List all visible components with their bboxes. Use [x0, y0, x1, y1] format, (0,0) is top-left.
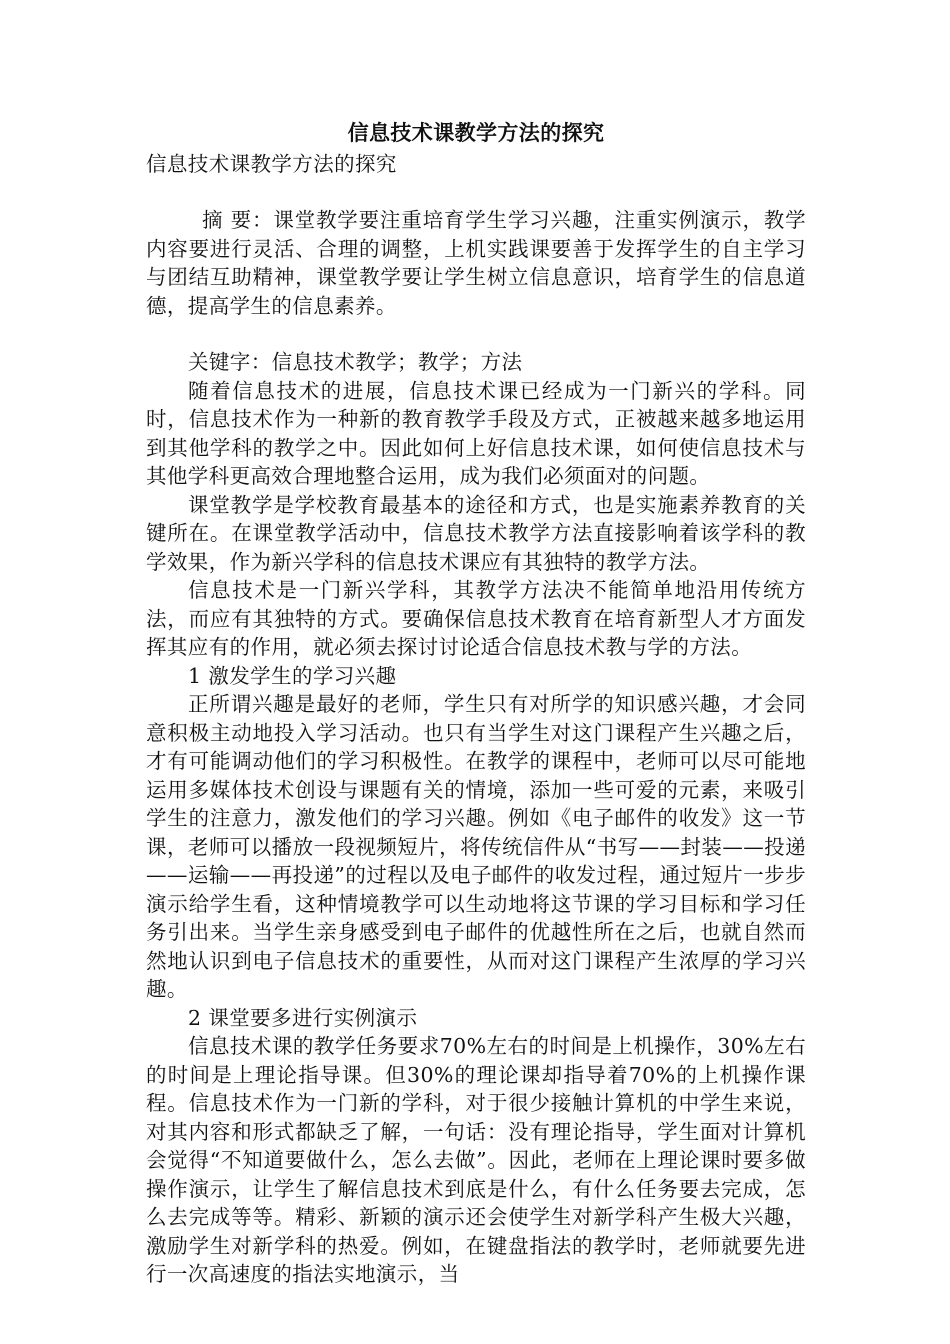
body-paragraph: 信息技术是一门新兴学科，其教学方法决不能简单地沿用传统方法，而应有其独特的方式。要确保信息技术教育在培育新型人才方面发挥其应有的作用，就必须去探讨讨论适合信息技术教与学的方法。: [146, 578, 806, 659]
abstract-paragraph: 摘 要：课堂教学要注重培育学生学习兴趣，注重实例演示，教学内容要进行灵活、合理的调整，上机实践课要善于发挥学生的自主学习与团结互助精神，课堂教学要让学生树立信息意识，培育学生的信息道德，提高学生的信息素养。: [146, 208, 806, 318]
document-body: [146, 118, 806, 1289]
section-2-paragraph: 信息技术课的教学任务要求70%左右的时间是上机操作，30%左右的时间是上理论指导课。但30%的理论课却指导着70%的上机操作课程。信息技术作为一门新的学科，对于很少接触计算机的中学生来说，对其内容和形式都缺乏了解，一句话：没有理论指导，学生面对计算机会觉得“不知道要做什么，怎么去做”。因此，老师在上理论课时要多做操作演示，让学生了解信息技术到底是什么，有什么任务要去完成，怎么去完成等等。精彩、新颖的演示还会使学生对新学科产生极大兴趣，激励学生对新学科的热爱。例如，在键盘指法的教学时，老师就要先进行一次高速度的指法实地演示，当: [146, 1034, 806, 1286]
section-heading-1: 1 激发学生的学习兴趣: [188, 663, 397, 688]
keywords-line: 关键字：信息技术教学；教学；方法: [188, 350, 523, 374]
blank-line: [146, 320, 806, 348]
document-subtitle: 信息技术课教学方法的探究: [146, 152, 397, 176]
section-1-paragraph: 正所谓兴趣是最好的老师，学生只有对所学的知识感兴趣，才会同意积极主动地投入学习活动。也只有当学生对这门课程产生兴趣之后，才有可能调动他们的学习积极性。在教学的课程中，老师可以尽可能地运用多媒体技术创设与课题有关的情境，添加一些可爱的元素，来吸引学生的注意力，激发他们的学习兴趣。例如《电子邮件的收发》这一节课，老师可以播放一段视频短片，将传统信件从“书写——封装——投递——运输——再投递”的过程以及电子邮件的收发过程，通过短片一步步演示给学生看，这种情境教学可以生动地将这节课的学习目标和学习任务引出来。当学生亲身感受到电子邮件的优越性所在之后，也就自然而然地认识到电子信息技术的重要性，从而对这门课程产生浓厚的学习兴趣。: [146, 692, 806, 1001]
body-paragraph: 随着信息技术的进展，信息技术课已经成为一门新兴的学科。同时，信息技术作为一种新的教育教学手段及方式，正被越来越多地运用到其他学科的教学之中。因此如何上好信息技术课，如何使信息技术与其他学科更高效合理地整合运用，成为我们必须面对的问题。: [146, 378, 806, 488]
blank-line: [146, 178, 806, 206]
body-paragraph: 课堂教学是学校教育最基本的途径和方式，也是实施素养教育的关键所在。在课堂教学活动中，信息技术教学方法直接影响着该学科的教学效果，作为新兴学科的信息技术课应有其独特的教学方法。: [146, 492, 806, 574]
section-heading-2: 2 课堂要多进行实例演示: [188, 1005, 418, 1030]
document-title: 信息技术课教学方法的探究: [347, 120, 605, 145]
